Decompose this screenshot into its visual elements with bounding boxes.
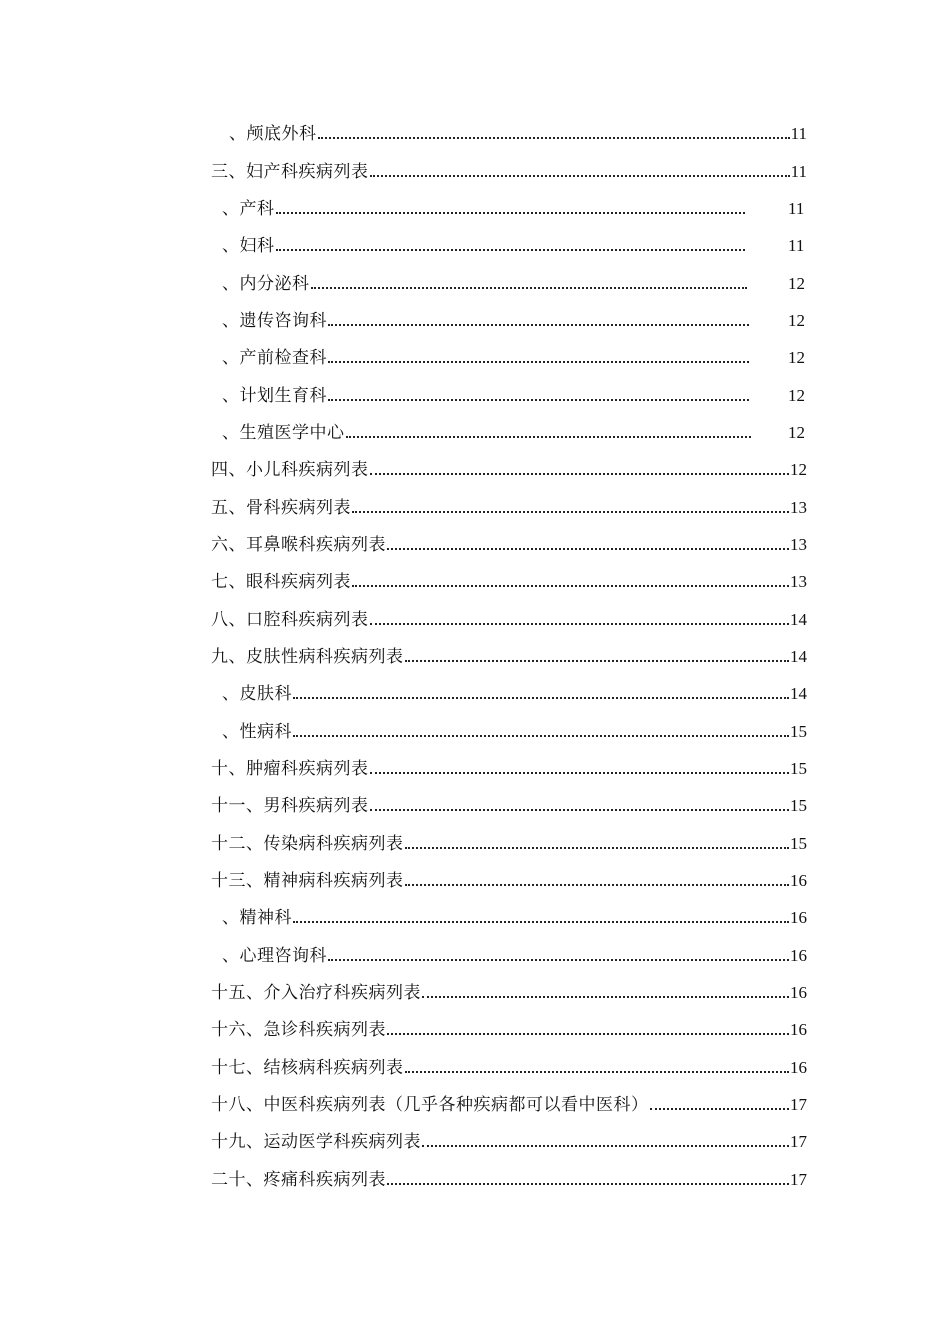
- toc-entry-page: 14: [790, 647, 807, 666]
- toc-entry[interactable]: [222, 718, 807, 742]
- toc-entry-page: 16: [790, 1058, 807, 1077]
- toc-entry-label: 、产前检查科: [222, 348, 327, 368]
- toc-leader-dots: [346, 436, 752, 438]
- toc-entry-page: 15: [790, 834, 807, 853]
- toc-leader-dots: [328, 361, 749, 363]
- toc-entry[interactable]: [211, 792, 807, 816]
- toc-entry-page: 12: [788, 348, 805, 367]
- toc-entry-label: 六、耳鼻喉科疾病列表: [211, 535, 386, 555]
- toc-leader-dots: [328, 399, 749, 401]
- toc-entry-page: 12: [788, 423, 805, 442]
- toc-entry-label: 五、骨科疾病列表: [211, 498, 351, 518]
- toc-leader-dots: [293, 921, 789, 923]
- toc-entry-label: 、生殖医学中心: [222, 423, 345, 443]
- toc-entry[interactable]: [211, 1166, 807, 1190]
- toc-entry-label: 、颅底外科: [229, 124, 317, 144]
- toc-leader-dots: [293, 735, 789, 737]
- toc-entry-label: 十五、介入治疗科疾病列表: [211, 983, 421, 1003]
- toc-entry-page: 11: [788, 199, 805, 218]
- toc-entry-label: 、心理咨询科: [222, 946, 327, 966]
- toc-entry[interactable]: [211, 1091, 807, 1115]
- toc-entry[interactable]: [211, 494, 807, 518]
- toc-entry-label: 四、小儿科疾病列表: [211, 460, 369, 480]
- toc-leader-dots: [352, 511, 789, 513]
- toc-leader-dots: [422, 996, 789, 998]
- toc-entry-label: 、精神科: [222, 908, 292, 928]
- toc-entry[interactable]: [211, 1128, 807, 1152]
- toc-entry[interactable]: [222, 680, 807, 704]
- toc-leader-dots: [387, 1183, 789, 1185]
- toc-entry[interactable]: [211, 606, 807, 630]
- toc-entry[interactable]: [211, 755, 807, 779]
- toc-entry-label: 十三、精神病科疾病列表: [211, 871, 404, 891]
- toc-leader-dots: [276, 249, 746, 251]
- toc-entry-page: 12: [788, 386, 805, 405]
- toc-entry[interactable]: [222, 232, 746, 256]
- toc-leader-dots: [387, 1033, 789, 1035]
- toc-entry-page: 16: [790, 983, 807, 1002]
- toc-entry-page: 15: [790, 759, 807, 778]
- toc-entry-page: 12: [790, 460, 807, 479]
- toc-entry-label: 、遗传咨询科: [222, 311, 327, 331]
- toc-leader-dots: [370, 623, 790, 625]
- toc-leader-dots: [328, 959, 789, 961]
- toc-leader-dots: [405, 1071, 790, 1073]
- toc-leader-dots: [370, 473, 790, 475]
- toc-entry[interactable]: [222, 195, 746, 219]
- toc-entry[interactable]: [211, 1016, 807, 1040]
- toc-entry-page: 12: [788, 274, 805, 293]
- toc-entry-page: 17: [790, 1132, 807, 1151]
- toc-entry-page: 16: [790, 871, 807, 890]
- toc-entry-page: 11: [790, 162, 807, 181]
- toc-entry-page: 12: [788, 311, 805, 330]
- toc-entry[interactable]: [211, 568, 807, 592]
- toc-entry-label: 七、眼科疾病列表: [211, 572, 351, 592]
- toc-leader-dots: [405, 884, 790, 886]
- toc-leader-dots: [352, 585, 789, 587]
- toc-entry[interactable]: [211, 1054, 807, 1078]
- toc-entry-label: 八、口腔科疾病列表: [211, 610, 369, 630]
- toc-entry-label: 、产科: [222, 199, 275, 219]
- toc-entry[interactable]: [211, 830, 807, 854]
- toc-entry-label: 十、肿瘤科疾病列表: [211, 759, 369, 779]
- toc-entry-page: 17: [790, 1170, 807, 1189]
- toc-entry-label: 十七、结核病科疾病列表: [211, 1058, 404, 1078]
- toc-entry-page: 13: [790, 572, 807, 591]
- toc-entry[interactable]: [222, 307, 750, 331]
- toc-entry-page: 16: [790, 908, 807, 927]
- toc-entry-page: 17: [790, 1095, 807, 1114]
- toc-entry-page: 14: [790, 684, 807, 703]
- toc-leader-dots: [370, 809, 790, 811]
- toc-entry-page: 15: [790, 722, 807, 741]
- toc-entry-page: 16: [790, 946, 807, 965]
- toc-entry-page: 16: [790, 1020, 807, 1039]
- toc-entry[interactable]: [211, 979, 807, 1003]
- toc-leader-dots: [422, 1145, 789, 1147]
- toc-entry[interactable]: [211, 643, 807, 667]
- toc-entry-label: 十一、男科疾病列表: [211, 796, 369, 816]
- toc-entry[interactable]: [211, 158, 807, 182]
- toc-entry-label: 十九、运动医学科疾病列表: [211, 1132, 421, 1152]
- toc-entry-label: 、性病科: [222, 722, 292, 742]
- toc-leader-dots: [387, 548, 789, 550]
- toc-entry-label: 十六、急诊科疾病列表: [211, 1020, 386, 1040]
- toc-leader-dots: [405, 847, 790, 849]
- toc-leader-dots: [276, 212, 746, 214]
- toc-leader-dots: [370, 772, 790, 774]
- toc-entry-label: 二十、疼痛科疾病列表: [211, 1170, 386, 1190]
- toc-leader-dots: [318, 137, 790, 139]
- toc-entry-label: 十二、传染病科疾病列表: [211, 834, 404, 854]
- toc-entry-label: 、皮肤科: [222, 684, 292, 704]
- toc-entry[interactable]: [222, 904, 807, 928]
- toc-entry[interactable]: [222, 419, 752, 443]
- toc-entry[interactable]: [229, 120, 807, 144]
- toc-entry-label: 十八、中医科疾病列表（几乎各种疾病都可以看中医科）: [211, 1095, 649, 1115]
- toc-entry[interactable]: [222, 942, 807, 966]
- toc-entry-page: 13: [790, 535, 807, 554]
- toc-entry[interactable]: [211, 867, 807, 891]
- toc-entry[interactable]: [211, 531, 807, 555]
- toc-entry-label: 三、妇产科疾病列表: [211, 162, 369, 182]
- toc-leader-dots: [328, 324, 749, 326]
- toc-entry-label: 、内分泌科: [222, 274, 310, 294]
- toc-leader-dots: [370, 175, 790, 177]
- toc-entry-page: 14: [790, 610, 807, 629]
- toc-leader-dots: [405, 660, 790, 662]
- toc-entry[interactable]: [211, 456, 807, 480]
- toc-entry-page: 11: [788, 236, 805, 255]
- toc-entry-label: 、计划生育科: [222, 386, 327, 406]
- toc-entry[interactable]: [222, 382, 750, 406]
- toc-entry-page: 13: [790, 498, 807, 517]
- toc-entry[interactable]: [222, 344, 750, 368]
- toc-entry-label: 九、皮肤性病科疾病列表: [211, 647, 404, 667]
- toc-leader-dots: [311, 287, 748, 289]
- toc-leader-dots: [650, 1108, 790, 1110]
- toc-entry-page: 11: [790, 124, 807, 143]
- toc-entry[interactable]: [222, 270, 748, 294]
- toc-entry-page: 15: [790, 796, 807, 815]
- toc-leader-dots: [293, 697, 789, 699]
- toc-entry-label: 、妇科: [222, 236, 275, 256]
